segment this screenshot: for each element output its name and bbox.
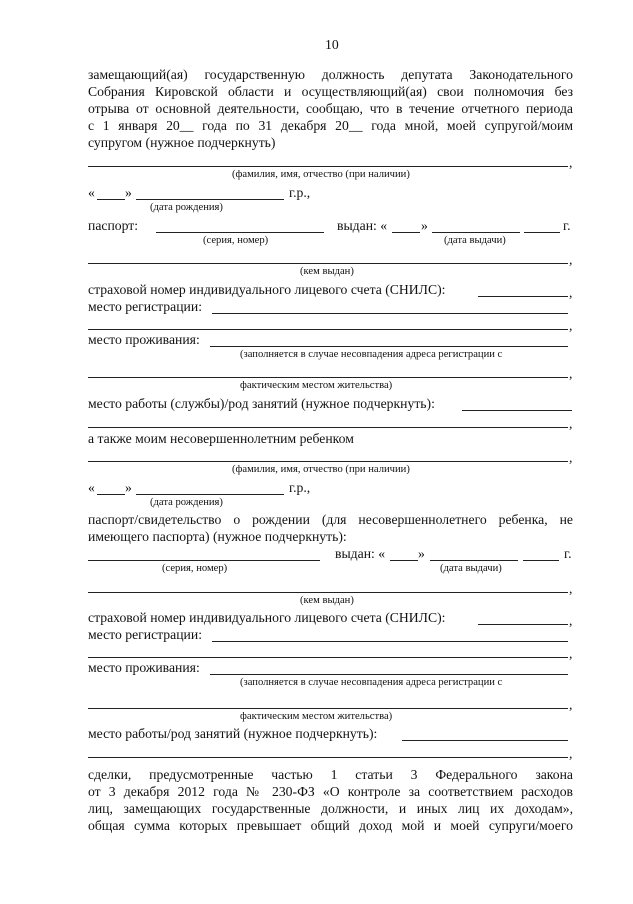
spouse-issued-by-caption: (кем выдан) (300, 266, 354, 277)
quote-close: » (125, 480, 132, 495)
child-issued-year-field[interactable] (523, 560, 559, 561)
intro-line: супругом (нужное подчеркнуть) (88, 135, 276, 150)
work-label: место работы (службы)/род занятий (нужное подчеркнуть): (88, 396, 435, 411)
line-comma: , (569, 613, 573, 628)
child-fio-caption: (фамилия, имя, отчество (при наличии) (232, 464, 410, 475)
spouse-residence-field-2[interactable] (88, 377, 568, 378)
snils-label: страховой номер индивидуального лицевого счета (СНИЛС): (88, 610, 446, 625)
issued-label: выдан: « (335, 546, 386, 561)
line-comma: , (569, 155, 573, 170)
child-work-field[interactable] (402, 740, 568, 741)
child-issued-month-field[interactable] (430, 560, 518, 561)
quote-open: « (88, 185, 95, 200)
spouse-birth-day-field[interactable] (97, 199, 125, 200)
residence-caption: фактическим местом жительства) (240, 711, 393, 722)
intro-line: замещающий(ая) государственную должность депутата Законодательного (88, 67, 573, 82)
spouse-issued-month-field[interactable] (432, 232, 520, 233)
registration-label: место регистрации: (88, 627, 202, 642)
quote-close: » (421, 218, 428, 233)
line-comma: , (569, 252, 573, 267)
quote-close: » (418, 546, 425, 561)
spouse-registration-field[interactable] (212, 313, 568, 314)
child-doc-line: паспорт/свидетельство о рождении (для несовершеннолетнего ребенка, не (88, 512, 573, 527)
child-doc-line: имеющего паспорта) (нужное подчеркнуть): (88, 529, 347, 544)
spouse-passport-series-field[interactable] (156, 232, 324, 233)
spouse-issue-date-caption: (дата выдачи) (444, 235, 506, 246)
child-series-caption: (серия, номер) (162, 563, 228, 574)
child-residence-field[interactable] (210, 674, 568, 675)
outro-line: от 3 декабря 2012 года № 230-ФЗ «О контроле за соответствием расходов (88, 784, 573, 799)
child-birth-caption: (дата рождения) (150, 497, 223, 508)
passport-label: паспорт: (88, 218, 139, 233)
outro-line: лиц, замещающих государственные должности, и иных лиц их доходам», (88, 801, 573, 816)
child-fio-field[interactable] (88, 461, 568, 462)
page-number: 10 (325, 37, 339, 52)
year-suffix: г. (564, 546, 572, 561)
residence-label: место проживания: (88, 332, 200, 347)
child-doc-series-field[interactable] (88, 560, 320, 561)
intro-line: отрыва от основной деятельности, сообщаю, что в течение отчетного периода (88, 101, 573, 116)
spouse-birth-caption: (дата рождения) (150, 202, 223, 213)
outro-line: сделки, предусмотренные частью 1 статьи 3 Федерального закона (88, 767, 573, 782)
spouse-work-field-2[interactable] (88, 427, 568, 428)
spouse-fio-caption: (фамилия, имя, отчество (при наличии) (232, 169, 410, 180)
spouse-series-caption: (серия, номер) (203, 235, 269, 246)
birth-suffix: г.р., (289, 185, 311, 200)
birth-suffix: г.р., (289, 480, 311, 495)
outro-line: общая сумма которых превышает общий доход мой и моей супруги/моего (88, 818, 573, 833)
line-comma: , (569, 746, 573, 761)
residence-caption: (заполняется в случае несовпадения адреса регистрации с (240, 677, 503, 688)
issued-label: выдан: « (337, 218, 388, 233)
child-intro: а также моим несовершеннолетним ребенком (88, 431, 354, 446)
child-registration-field[interactable] (212, 641, 568, 642)
child-issue-date-caption: (дата выдачи) (440, 563, 502, 574)
year-suffix: г. (563, 218, 571, 233)
work-label: место работы/род занятий (нужное подчеркнуть): (88, 726, 378, 741)
child-birth-date-field[interactable] (136, 494, 284, 495)
child-snils-field[interactable] (478, 624, 568, 625)
line-comma: , (569, 416, 573, 431)
line-comma: , (569, 450, 573, 465)
registration-label: место регистрации: (88, 299, 202, 314)
line-comma: , (569, 697, 573, 712)
spouse-issued-day-field[interactable] (392, 232, 420, 233)
spouse-birth-date-field[interactable] (136, 199, 284, 200)
spouse-registration-field-2[interactable] (88, 329, 568, 330)
child-birth-day-field[interactable] (97, 494, 125, 495)
spouse-snils-field[interactable] (478, 296, 568, 297)
spouse-residence-field[interactable] (210, 346, 568, 347)
intro-line: Собрания Кировской области и осуществляющий(ая) свои полномочия без (88, 84, 573, 99)
line-comma: , (569, 646, 573, 661)
line-comma: , (569, 366, 573, 381)
line-comma: , (569, 285, 573, 300)
spouse-issued-year-field[interactable] (524, 232, 560, 233)
child-issued-by-caption: (кем выдан) (300, 595, 354, 606)
line-comma: , (569, 318, 573, 333)
residence-label: место проживания: (88, 660, 200, 675)
child-issued-day-field[interactable] (390, 560, 418, 561)
intro-line: с 1 января 20__ года по 31 декабря 20__ года мной, моей супругой/моим (88, 118, 573, 133)
child-registration-field-2[interactable] (88, 657, 568, 658)
residence-caption: (заполняется в случае несовпадения адреса регистрации с (240, 349, 503, 360)
quote-open: « (88, 480, 95, 495)
spouse-issued-by-field[interactable] (88, 263, 568, 264)
quote-close: » (125, 185, 132, 200)
residence-caption: фактическим местом жительства) (240, 380, 393, 391)
child-residence-field-2[interactable] (88, 708, 568, 709)
spouse-work-field[interactable] (462, 410, 572, 411)
child-issued-by-field[interactable] (88, 592, 568, 593)
spouse-fio-field[interactable] (88, 166, 568, 167)
child-work-field-2[interactable] (88, 757, 568, 758)
snils-label: страховой номер индивидуального лицевого счета (СНИЛС): (88, 282, 446, 297)
line-comma: , (569, 581, 573, 596)
